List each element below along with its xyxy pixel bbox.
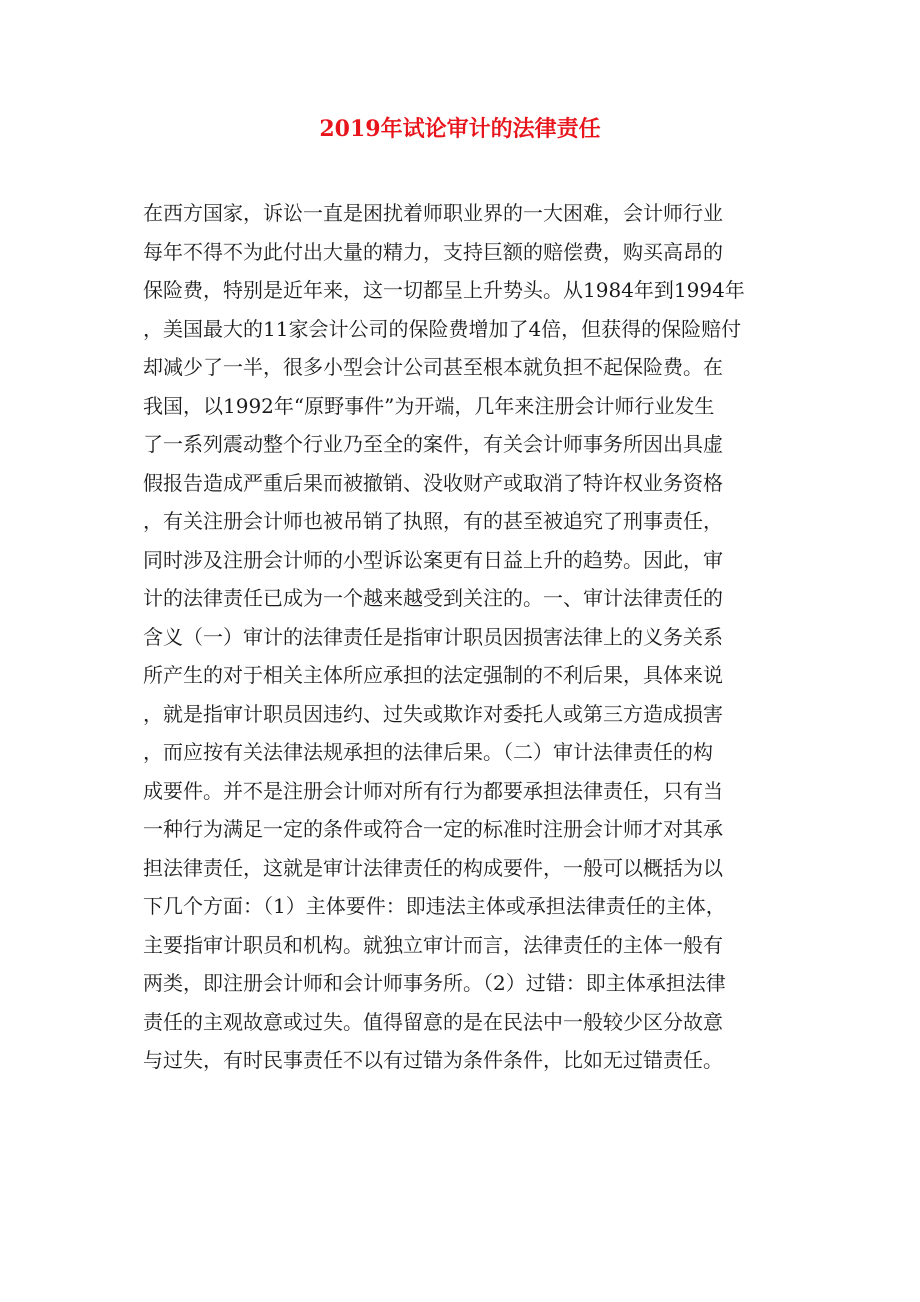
body-line: 担法律责任，这就是审计法律责任的构成要件，一般可以概括为以 — [143, 855, 723, 880]
body-line: 与过失，有时民事责任不以有过错为条件条件，比如无过错责任。 — [143, 1048, 723, 1072]
body-line: 下几个方面：（1）主体要件：即违法主体或承担法律责任的主体， — [143, 894, 726, 918]
body-line: 在西方国家，诉讼一直是困扰着师职业界的一大困难，会计师行业 — [143, 201, 723, 225]
body-line: ，美国最大的11家会计公司的保险费增加了4倍，但获得的保险赔付 — [143, 316, 742, 341]
body-line: 责任的主观故意或过失。值得留意的是在民法中一般较少区分故意 — [143, 1009, 723, 1034]
document-title: 2019年试论审计的法律责任 — [319, 116, 601, 142]
body-line: 所产生的对于相关主体所应承担的法定强制的不利后果，具体来说 — [143, 663, 723, 687]
body-line: ，而应按有关法律法规承担的法律后果。（二）审计法律责任的构 — [143, 740, 713, 764]
body-line: 计的法律责任已成为一个越来越受到关注的。一、审计法律责任的 — [143, 586, 723, 610]
body-line: 假报告造成严重后果而被撤销、没收财产或取消了特许权业务资格 — [143, 470, 723, 495]
body-line: 两类，即注册会计师和会计师事务所。（2）过错：即主体承担法律 — [143, 971, 726, 995]
body-line: 每年不得不为此付出大量的精力，支持巨额的赔偿费，购买高昂的 — [143, 239, 723, 264]
body-line: 含义（一）审计的法律责任是指审计职员因损害法律上的义务关系 — [143, 624, 723, 649]
body-line: 保险费，特别是近年来，这一切都呈上升势头。从1984年到1994年 — [143, 278, 745, 302]
body-line: ，就是指审计职员因违约、过失或欺诈对委托人或第三方造成损害 — [143, 701, 723, 726]
body-line: ，有关注册会计师也被吊销了执照，有的甚至被追究了刑事责任， — [143, 509, 723, 533]
body-line: 我国，以1992年“原野事件”为开端，几年来注册会计师行业发生 — [143, 393, 715, 418]
body-line: 成要件。并不是注册会计师对所有行为都要承担法律责任，只有当 — [143, 778, 723, 803]
body-line: 同时涉及注册会计师的小型诉讼案更有日益上升的趋势。因此，审 — [143, 547, 723, 572]
body-line: 一种行为满足一定的条件或符合一定的标准时注册会计师才对其承 — [143, 817, 723, 841]
body-line: 主要指审计职员和机构。就独立审计而言，法律责任的主体一般有 — [143, 932, 723, 957]
document-body — [143, 194, 793, 1080]
body-line: 却减少了一半，很多小型会计公司甚至根本就负担不起保险费。在 — [143, 355, 723, 379]
body-line: 了一系列震动整个行业乃至全的案件，有关会计师事务所因出具虚 — [143, 432, 723, 456]
